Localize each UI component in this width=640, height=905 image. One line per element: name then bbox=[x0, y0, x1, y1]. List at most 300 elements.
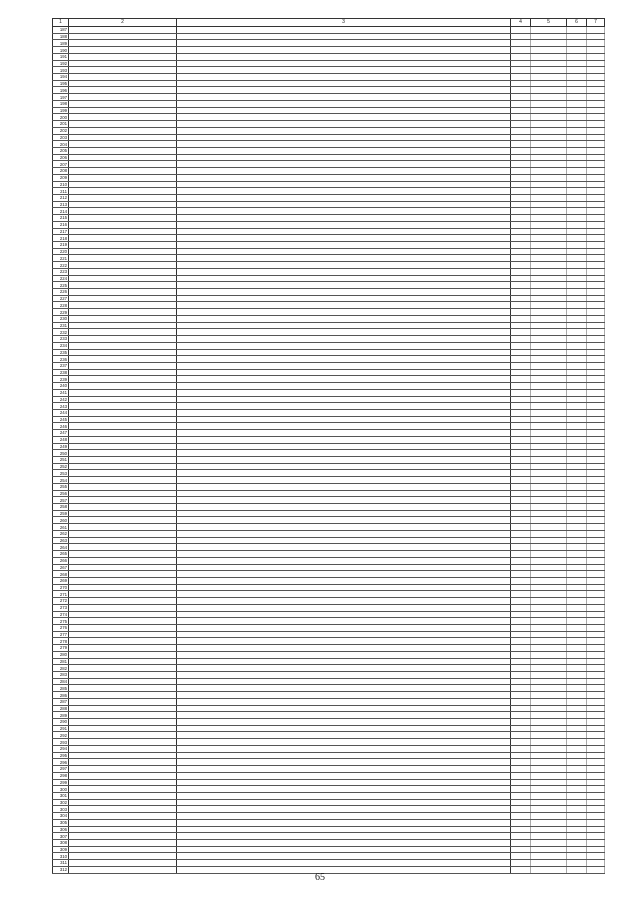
table-cell-col-4 bbox=[511, 732, 531, 739]
table-row bbox=[53, 604, 605, 611]
table-cell-col-3 bbox=[177, 208, 511, 215]
table-cell-col-2 bbox=[69, 517, 177, 524]
table-cell-col-7 bbox=[587, 833, 605, 840]
table-cell-col-1: 303 bbox=[53, 806, 69, 813]
table-row bbox=[53, 295, 605, 302]
table-row bbox=[53, 732, 605, 739]
table-cell-col-2 bbox=[69, 80, 177, 87]
table-cell-col-2 bbox=[69, 356, 177, 363]
table-cell-col-5 bbox=[531, 60, 567, 67]
table-cell-col-2 bbox=[69, 658, 177, 665]
table-cell-col-5 bbox=[531, 638, 567, 645]
table-cell-col-7 bbox=[587, 766, 605, 773]
table-cell-col-1: 267 bbox=[53, 564, 69, 571]
table-cell-col-4 bbox=[511, 208, 531, 215]
table-cell-col-5 bbox=[531, 416, 567, 423]
table-cell-col-1: 193 bbox=[53, 67, 69, 74]
table-cell-col-3 bbox=[177, 322, 511, 329]
table-cell-col-3 bbox=[177, 705, 511, 712]
table-cell-col-4 bbox=[511, 624, 531, 631]
table-cell-col-5 bbox=[531, 665, 567, 672]
table-cell-col-2 bbox=[69, 329, 177, 336]
table-cell-col-6 bbox=[567, 645, 587, 652]
table-cell-col-5 bbox=[531, 336, 567, 343]
table-cell-col-3 bbox=[177, 611, 511, 618]
table-cell-col-6 bbox=[567, 517, 587, 524]
table-cell-col-7 bbox=[587, 698, 605, 705]
table-row bbox=[53, 248, 605, 255]
table-cell-col-5 bbox=[531, 813, 567, 820]
table-cell-col-4 bbox=[511, 188, 531, 195]
table-cell-col-6 bbox=[567, 638, 587, 645]
table-cell-col-7 bbox=[587, 483, 605, 490]
table-cell-col-2 bbox=[69, 571, 177, 578]
table-row bbox=[53, 665, 605, 672]
table-cell-col-3 bbox=[177, 504, 511, 511]
header-col-7: 7 bbox=[587, 19, 605, 27]
table-cell-col-4 bbox=[511, 530, 531, 537]
table-cell-col-7 bbox=[587, 779, 605, 786]
table-cell-col-3 bbox=[177, 779, 511, 786]
table-cell-col-5 bbox=[531, 524, 567, 531]
table-cell-col-1: 234 bbox=[53, 342, 69, 349]
table-cell-col-4 bbox=[511, 107, 531, 114]
table-cell-col-1: 276 bbox=[53, 624, 69, 631]
table-cell-col-2 bbox=[69, 530, 177, 537]
table-cell-col-6 bbox=[567, 329, 587, 336]
table-cell-col-4 bbox=[511, 67, 531, 74]
table-cell-col-3 bbox=[177, 826, 511, 833]
table-row bbox=[53, 268, 605, 275]
table-cell-col-5 bbox=[531, 154, 567, 161]
table-cell-col-4 bbox=[511, 792, 531, 799]
table-cell-col-7 bbox=[587, 759, 605, 766]
table-row bbox=[53, 839, 605, 846]
table-row bbox=[53, 322, 605, 329]
table-cell-col-6 bbox=[567, 430, 587, 437]
table-cell-col-4 bbox=[511, 483, 531, 490]
table-cell-col-6 bbox=[567, 537, 587, 544]
table-cell-col-7 bbox=[587, 530, 605, 537]
table-row bbox=[53, 651, 605, 658]
table-row bbox=[53, 40, 605, 47]
table-row bbox=[53, 477, 605, 484]
table-cell-col-2 bbox=[69, 665, 177, 672]
table-cell-col-1: 191 bbox=[53, 53, 69, 60]
table-cell-col-2 bbox=[69, 752, 177, 759]
table-cell-col-3 bbox=[177, 235, 511, 242]
table-cell-col-5 bbox=[531, 571, 567, 578]
table-cell-col-1: 227 bbox=[53, 295, 69, 302]
table-cell-col-7 bbox=[587, 255, 605, 262]
table-cell-col-6 bbox=[567, 504, 587, 511]
table-cell-col-3 bbox=[177, 839, 511, 846]
table-cell-col-7 bbox=[587, 651, 605, 658]
header-col-5: 5 bbox=[531, 19, 567, 27]
table-cell-col-6 bbox=[567, 134, 587, 141]
table-row bbox=[53, 336, 605, 343]
table-cell-col-4 bbox=[511, 685, 531, 692]
table-cell-col-7 bbox=[587, 665, 605, 672]
table-cell-col-2 bbox=[69, 416, 177, 423]
table-header-row bbox=[53, 19, 605, 27]
table-cell-col-1: 273 bbox=[53, 604, 69, 611]
table-cell-col-4 bbox=[511, 221, 531, 228]
table-cell-col-2 bbox=[69, 100, 177, 107]
table-cell-col-5 bbox=[531, 134, 567, 141]
table-cell-col-6 bbox=[567, 369, 587, 376]
table-cell-col-6 bbox=[567, 336, 587, 343]
table-cell-col-2 bbox=[69, 712, 177, 719]
table-cell-col-4 bbox=[511, 571, 531, 578]
table-cell-col-7 bbox=[587, 268, 605, 275]
table-row bbox=[53, 497, 605, 504]
table-cell-col-1: 269 bbox=[53, 577, 69, 584]
table-cell-col-6 bbox=[567, 651, 587, 658]
table-cell-col-4 bbox=[511, 745, 531, 752]
table-cell-col-3 bbox=[177, 739, 511, 746]
table-cell-col-4 bbox=[511, 369, 531, 376]
table-cell-col-4 bbox=[511, 74, 531, 81]
table-cell-col-7 bbox=[587, 618, 605, 625]
header-col-1: 1 bbox=[53, 19, 69, 27]
table-row bbox=[53, 275, 605, 282]
table-cell-col-3 bbox=[177, 409, 511, 416]
table-row bbox=[53, 806, 605, 813]
table-cell-col-7 bbox=[587, 705, 605, 712]
table-cell-col-6 bbox=[567, 188, 587, 195]
table-row bbox=[53, 342, 605, 349]
table-cell-col-2 bbox=[69, 860, 177, 867]
table-row bbox=[53, 524, 605, 531]
table-cell-col-6 bbox=[567, 490, 587, 497]
table-cell-col-6 bbox=[567, 799, 587, 806]
table-row bbox=[53, 396, 605, 403]
table-cell-col-1: 189 bbox=[53, 40, 69, 47]
table-cell-col-2 bbox=[69, 819, 177, 826]
table-cell-col-2 bbox=[69, 618, 177, 625]
table-cell-col-7 bbox=[587, 450, 605, 457]
table-cell-col-1: 266 bbox=[53, 557, 69, 564]
table-cell-col-2 bbox=[69, 174, 177, 181]
table-cell-col-6 bbox=[567, 846, 587, 853]
table-cell-col-4 bbox=[511, 409, 531, 416]
table-cell-col-7 bbox=[587, 517, 605, 524]
table-cell-col-1: 244 bbox=[53, 409, 69, 416]
table-cell-col-7 bbox=[587, 53, 605, 60]
table-cell-col-3 bbox=[177, 530, 511, 537]
table-cell-col-1: 239 bbox=[53, 376, 69, 383]
table-cell-col-1: 268 bbox=[53, 571, 69, 578]
table-cell-col-2 bbox=[69, 564, 177, 571]
table-cell-col-7 bbox=[587, 87, 605, 94]
table-cell-col-4 bbox=[511, 100, 531, 107]
table-cell-col-5 bbox=[531, 221, 567, 228]
table-row bbox=[53, 174, 605, 181]
table-cell-col-5 bbox=[531, 147, 567, 154]
table-cell-col-4 bbox=[511, 336, 531, 343]
table-cell-col-3 bbox=[177, 154, 511, 161]
table-cell-col-3 bbox=[177, 248, 511, 255]
table-cell-col-5 bbox=[531, 275, 567, 282]
table-cell-col-7 bbox=[587, 672, 605, 679]
table-cell-col-7 bbox=[587, 510, 605, 517]
table-row bbox=[53, 423, 605, 430]
table-row bbox=[53, 228, 605, 235]
table-cell-col-1: 312 bbox=[53, 866, 69, 873]
table-row bbox=[53, 551, 605, 558]
table-cell-col-1: 302 bbox=[53, 799, 69, 806]
table-row bbox=[53, 369, 605, 376]
table-cell-col-4 bbox=[511, 524, 531, 531]
table-row bbox=[53, 779, 605, 786]
table-cell-col-1: 205 bbox=[53, 147, 69, 154]
table-row bbox=[53, 255, 605, 262]
table-cell-col-3 bbox=[177, 262, 511, 269]
table-row bbox=[53, 134, 605, 141]
table-cell-col-7 bbox=[587, 215, 605, 222]
table-cell-col-5 bbox=[531, 201, 567, 208]
table-row bbox=[53, 544, 605, 551]
table-cell-col-5 bbox=[531, 577, 567, 584]
table-cell-col-3 bbox=[177, 571, 511, 578]
table-cell-col-1: 188 bbox=[53, 33, 69, 40]
table-row bbox=[53, 208, 605, 215]
table-row bbox=[53, 289, 605, 296]
table-cell-col-6 bbox=[567, 483, 587, 490]
table-cell-col-3 bbox=[177, 443, 511, 450]
table-cell-col-7 bbox=[587, 786, 605, 793]
table-cell-col-4 bbox=[511, 631, 531, 638]
table-cell-col-5 bbox=[531, 376, 567, 383]
table-cell-col-1: 214 bbox=[53, 208, 69, 215]
table-cell-col-6 bbox=[567, 725, 587, 732]
table-cell-col-6 bbox=[567, 732, 587, 739]
table-cell-col-2 bbox=[69, 611, 177, 618]
table-body bbox=[53, 27, 605, 874]
table-cell-col-5 bbox=[531, 497, 567, 504]
table-row bbox=[53, 463, 605, 470]
table-cell-col-1: 278 bbox=[53, 638, 69, 645]
table-cell-col-7 bbox=[587, 188, 605, 195]
table-cell-col-5 bbox=[531, 329, 567, 336]
table-cell-col-2 bbox=[69, 275, 177, 282]
table-cell-col-2 bbox=[69, 591, 177, 598]
table-cell-col-4 bbox=[511, 322, 531, 329]
table-cell-col-6 bbox=[567, 591, 587, 598]
table-row bbox=[53, 154, 605, 161]
table-cell-col-5 bbox=[531, 436, 567, 443]
table-cell-col-4 bbox=[511, 262, 531, 269]
table-cell-col-1: 226 bbox=[53, 289, 69, 296]
table-cell-col-1: 287 bbox=[53, 698, 69, 705]
table-cell-col-2 bbox=[69, 295, 177, 302]
table-cell-col-6 bbox=[567, 228, 587, 235]
table-cell-col-5 bbox=[531, 611, 567, 618]
table-cell-col-2 bbox=[69, 215, 177, 222]
table-cell-col-1: 212 bbox=[53, 194, 69, 201]
table-cell-col-5 bbox=[531, 161, 567, 168]
table-cell-col-2 bbox=[69, 208, 177, 215]
table-cell-col-7 bbox=[587, 819, 605, 826]
table-row bbox=[53, 235, 605, 242]
table-cell-col-2 bbox=[69, 678, 177, 685]
table-cell-col-6 bbox=[567, 47, 587, 54]
table-cell-col-1: 249 bbox=[53, 443, 69, 450]
table-cell-col-4 bbox=[511, 349, 531, 356]
table-row bbox=[53, 168, 605, 175]
table-cell-col-4 bbox=[511, 557, 531, 564]
table-cell-col-7 bbox=[587, 134, 605, 141]
table-cell-col-7 bbox=[587, 571, 605, 578]
table-cell-col-4 bbox=[511, 423, 531, 430]
table-cell-col-6 bbox=[567, 665, 587, 672]
table-cell-col-5 bbox=[531, 745, 567, 752]
table-row bbox=[53, 739, 605, 746]
table-cell-col-3 bbox=[177, 665, 511, 672]
table-cell-col-6 bbox=[567, 168, 587, 175]
table-cell-col-6 bbox=[567, 477, 587, 484]
table-cell-col-7 bbox=[587, 194, 605, 201]
table-cell-col-3 bbox=[177, 799, 511, 806]
table-cell-col-3 bbox=[177, 544, 511, 551]
table-cell-col-5 bbox=[531, 174, 567, 181]
table-row bbox=[53, 188, 605, 195]
table-cell-col-2 bbox=[69, 289, 177, 296]
table-cell-col-4 bbox=[511, 772, 531, 779]
table-cell-col-4 bbox=[511, 598, 531, 605]
table-cell-col-1: 297 bbox=[53, 766, 69, 773]
table-cell-col-7 bbox=[587, 181, 605, 188]
table-cell-col-3 bbox=[177, 127, 511, 134]
table-cell-col-5 bbox=[531, 315, 567, 322]
table-cell-col-4 bbox=[511, 33, 531, 40]
table-cell-col-4 bbox=[511, 201, 531, 208]
table-cell-col-5 bbox=[531, 67, 567, 74]
table-cell-col-7 bbox=[587, 309, 605, 316]
table-cell-col-3 bbox=[177, 174, 511, 181]
table-cell-col-5 bbox=[531, 752, 567, 759]
table-cell-col-3 bbox=[177, 604, 511, 611]
table-cell-col-3 bbox=[177, 369, 511, 376]
table-cell-col-1: 208 bbox=[53, 168, 69, 175]
table-cell-col-4 bbox=[511, 692, 531, 699]
table-cell-col-2 bbox=[69, 221, 177, 228]
table-cell-col-6 bbox=[567, 685, 587, 692]
table-cell-col-6 bbox=[567, 100, 587, 107]
table-cell-col-3 bbox=[177, 631, 511, 638]
table-cell-col-1: 248 bbox=[53, 436, 69, 443]
table-cell-col-2 bbox=[69, 201, 177, 208]
table-cell-col-5 bbox=[531, 510, 567, 517]
table-cell-col-2 bbox=[69, 524, 177, 531]
table-cell-col-4 bbox=[511, 463, 531, 470]
table-cell-col-4 bbox=[511, 752, 531, 759]
table-cell-col-7 bbox=[587, 396, 605, 403]
table-cell-col-2 bbox=[69, 114, 177, 121]
table-cell-col-3 bbox=[177, 577, 511, 584]
table-cell-col-4 bbox=[511, 242, 531, 249]
table-cell-col-3 bbox=[177, 221, 511, 228]
table-cell-col-7 bbox=[587, 584, 605, 591]
table-row bbox=[53, 705, 605, 712]
table-cell-col-2 bbox=[69, 161, 177, 168]
table-cell-col-4 bbox=[511, 248, 531, 255]
table-cell-col-1: 233 bbox=[53, 336, 69, 343]
table-cell-col-1: 279 bbox=[53, 645, 69, 652]
table-row bbox=[53, 181, 605, 188]
table-row bbox=[53, 221, 605, 228]
table-cell-col-5 bbox=[531, 208, 567, 215]
table-cell-col-3 bbox=[177, 389, 511, 396]
table-cell-col-4 bbox=[511, 719, 531, 726]
table-cell-col-5 bbox=[531, 477, 567, 484]
table-cell-col-5 bbox=[531, 658, 567, 665]
table-cell-col-7 bbox=[587, 356, 605, 363]
table-cell-col-1: 291 bbox=[53, 725, 69, 732]
table-cell-col-7 bbox=[587, 477, 605, 484]
table-cell-col-1: 305 bbox=[53, 819, 69, 826]
table-cell-col-1: 298 bbox=[53, 772, 69, 779]
table-row bbox=[53, 141, 605, 148]
table-row bbox=[53, 356, 605, 363]
table-cell-col-7 bbox=[587, 40, 605, 47]
table-cell-col-7 bbox=[587, 604, 605, 611]
table-cell-col-1: 304 bbox=[53, 813, 69, 820]
table-cell-col-2 bbox=[69, 67, 177, 74]
table-cell-col-3 bbox=[177, 47, 511, 54]
table-cell-col-5 bbox=[531, 853, 567, 860]
table-cell-col-3 bbox=[177, 436, 511, 443]
table-row bbox=[53, 826, 605, 833]
table-cell-col-5 bbox=[531, 409, 567, 416]
table-cell-col-3 bbox=[177, 598, 511, 605]
table-cell-col-2 bbox=[69, 477, 177, 484]
table-cell-col-1: 204 bbox=[53, 141, 69, 148]
table-cell-col-4 bbox=[511, 161, 531, 168]
table-cell-col-4 bbox=[511, 678, 531, 685]
table-cell-col-5 bbox=[531, 121, 567, 128]
table-cell-col-4 bbox=[511, 551, 531, 558]
table-cell-col-3 bbox=[177, 383, 511, 390]
table-cell-col-5 bbox=[531, 262, 567, 269]
table-cell-col-2 bbox=[69, 698, 177, 705]
table-row bbox=[53, 678, 605, 685]
table-row bbox=[53, 571, 605, 578]
table-cell-col-7 bbox=[587, 692, 605, 699]
table-row bbox=[53, 201, 605, 208]
table-cell-col-4 bbox=[511, 826, 531, 833]
table-cell-col-5 bbox=[531, 651, 567, 658]
table-cell-col-3 bbox=[177, 819, 511, 826]
table-cell-col-5 bbox=[531, 430, 567, 437]
table-cell-col-5 bbox=[531, 624, 567, 631]
table-cell-col-2 bbox=[69, 483, 177, 490]
table-cell-col-3 bbox=[177, 732, 511, 739]
table-cell-col-1: 192 bbox=[53, 60, 69, 67]
table-cell-col-3 bbox=[177, 376, 511, 383]
table-cell-col-1: 309 bbox=[53, 846, 69, 853]
table-cell-col-5 bbox=[531, 322, 567, 329]
table-cell-col-4 bbox=[511, 651, 531, 658]
table-cell-col-3 bbox=[177, 161, 511, 168]
table-cell-col-5 bbox=[531, 100, 567, 107]
table-cell-col-5 bbox=[531, 87, 567, 94]
table-cell-col-6 bbox=[567, 389, 587, 396]
table-cell-col-5 bbox=[531, 168, 567, 175]
table-cell-col-6 bbox=[567, 215, 587, 222]
table-cell-col-2 bbox=[69, 188, 177, 195]
